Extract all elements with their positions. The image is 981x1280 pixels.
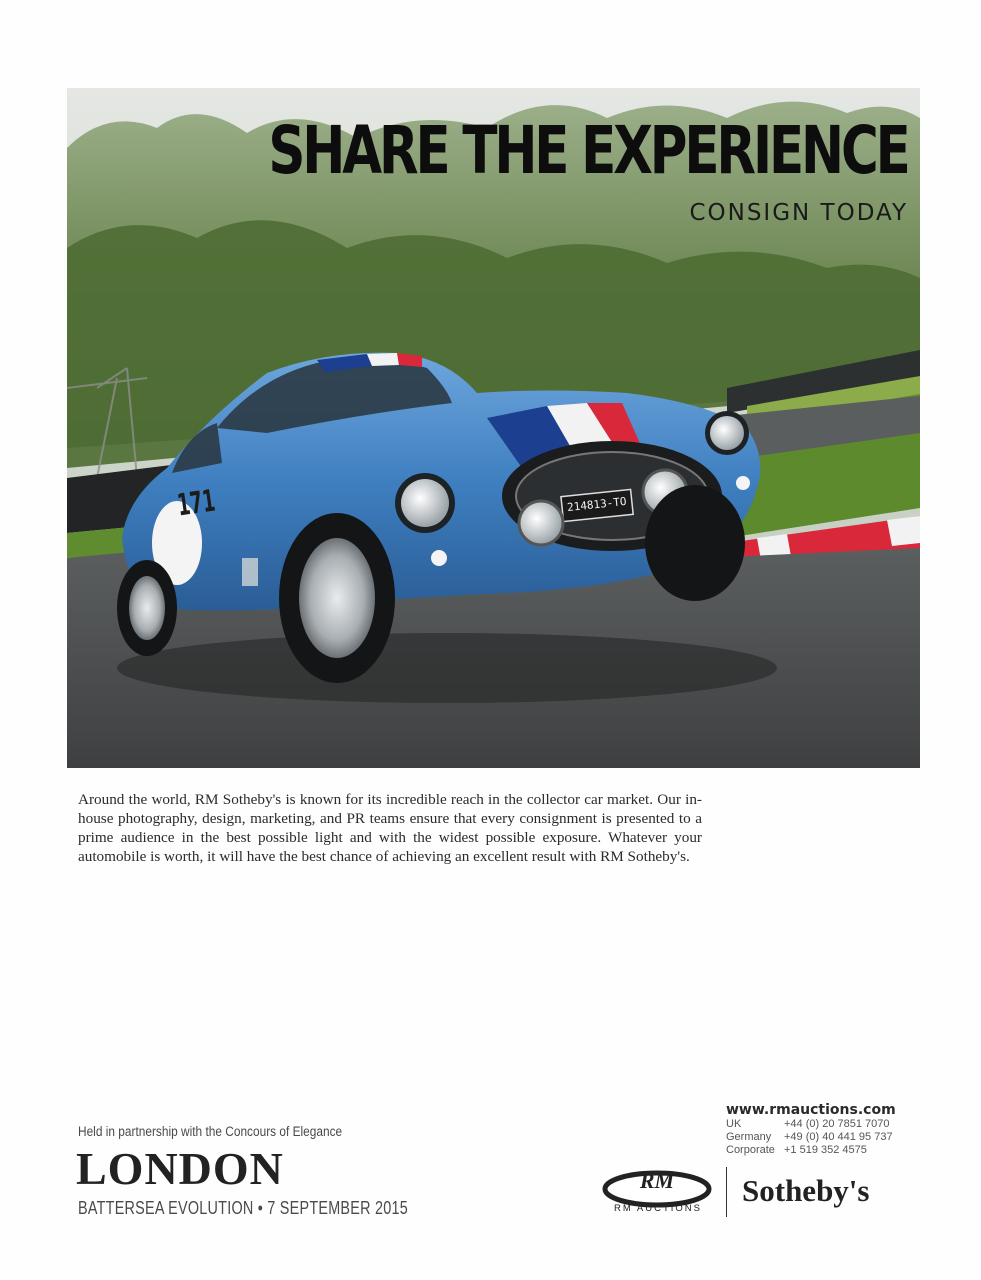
phone-label: Corporate (726, 1144, 775, 1156)
partnership-note: Held in partnership with the Concours of Elegance (78, 1124, 343, 1139)
phone-number: +49 (0) 40 441 95 737 (784, 1131, 893, 1143)
phone-row-germany (726, 1131, 896, 1144)
car-number: 171 (175, 483, 218, 524)
logo-divider (726, 1167, 727, 1217)
phone-number: +1 519 352 4575 (784, 1144, 867, 1156)
event-venue-date: BATTERSEA EVOLUTION • 7 SEPTEMBER 2015 (78, 1198, 408, 1218)
event-city: LONDON (76, 1143, 284, 1194)
headline-block (88, 112, 908, 226)
rm-monogram: RM (639, 1168, 675, 1193)
body-paragraph: Around the world, RM Sotheby's is known for its incredible reach in the collector car market. Our in-house photography, design, marketing, and PR teams ensure that every consignment is presented to a prime audience in the best possible light and with the widest possible exposure. Whatever your automobile is worth, it will have the best chance of achieving an excellent result with RM Sotheby's. (78, 791, 702, 865)
phone-row-uk (726, 1118, 896, 1131)
website-link[interactable]: www.rmauctions.com (726, 1102, 896, 1118)
sothebys-logo: Sotheby's (742, 1173, 870, 1208)
rm-caption: RM AUCTIONS (614, 1203, 702, 1214)
subheadline: CONSIGN TODAY (689, 200, 908, 226)
license-plate: 214813-TO (566, 494, 628, 515)
phone-row-corporate (726, 1144, 896, 1157)
contact-block (726, 1102, 896, 1157)
phone-label: UK (726, 1118, 742, 1130)
phone-number: +44 (0) 20 7851 7070 (784, 1118, 890, 1130)
logo-lockup (600, 1165, 900, 1225)
phone-label: Germany (726, 1131, 772, 1143)
headline: SHARE THE EXPERIENCE (268, 112, 908, 189)
